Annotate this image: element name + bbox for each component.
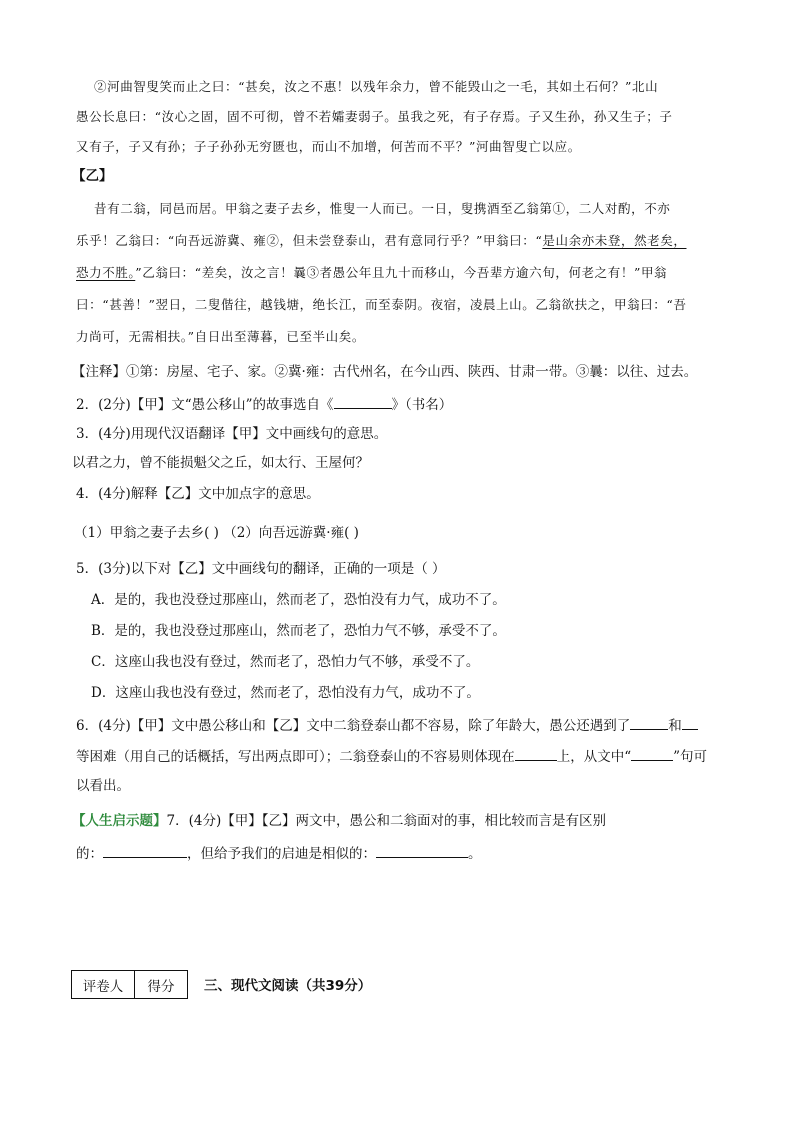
underlined-sentence-part-1: 是山余亦未登，然老矣， xyxy=(542,233,687,248)
question-2-text: 2．(2分)【甲】文“愚公移山”的故事选自《 xyxy=(76,397,334,413)
question-7-line-2 xyxy=(76,843,482,864)
question-6-blank-2[interactable] xyxy=(682,715,698,730)
passage-yi-line-4: 曰：“甚善！”翌日，二叟偕往，越钱塘，绝长江，而至泰阴。夜宿，凌晨上山。乙翁欲扶之，甲翁曰：“吾 xyxy=(76,297,687,312)
score-table xyxy=(71,970,188,999)
question-5: 5．(3分)以下对【乙】文中画线句的翻译，正确的一项是（ ） xyxy=(76,561,446,577)
question-4-items: （1）甲翁之妻子去乡( ) （2）向吾远游冀·雍( ) xyxy=(74,525,359,541)
question-4: 4．(4分)解释【乙】文中加点字的意思。 xyxy=(76,486,320,502)
question-7-text-3: ，但给予我们的启迪是相似的： xyxy=(187,846,376,862)
passage-yi-line-1: 昔有二翁，同邑而居。甲翁之妻子去乡，惟叟一人而已。一日，叟携酒至乙翁第①，二人对酌，不亦 xyxy=(94,201,671,216)
passage-yi-line-5: 力尚可，无需相扶。”自日出至薄暮，已至半山矣。 xyxy=(76,329,365,344)
passage-jia-line-3: 又有子，子又有孙；子子孙孙无穷匮也，而山不加增，何苦而不平？”河曲智叟亡以应。 xyxy=(76,139,581,154)
question-6-text-3: 上，从文中“ xyxy=(556,749,632,765)
question-6-line-2 xyxy=(76,746,707,767)
question-7-text-2: 的： xyxy=(76,846,103,862)
question-5-option-c[interactable]: C．这座山我也没有登过，然而老了，恐怕力气不够，承受不了。 xyxy=(91,654,480,670)
question-3: 3．(4分)用现代汉语翻译【甲】文中画线句的意思。 xyxy=(76,426,388,442)
question-7-line-1 xyxy=(72,811,606,831)
question-2 xyxy=(76,394,452,415)
question-3-sentence: 以君之力，曾不能损魁父之丘，如太行、王屋何？ xyxy=(72,455,369,471)
question-6-text: 6．(4分)【甲】文中愚公移山和【乙】文中二翁登泰山都不容易，除了年龄大，愚公还遇到了 xyxy=(76,718,631,734)
passage-yi-line-2-text: 乐乎！乙翁曰：“向吾远游冀、雍②，但未尝登泰山，君有意同行乎？”甲翁曰：“ xyxy=(76,233,543,248)
question-5-option-a[interactable]: A．是的，我也没登过那座山，然而老了，恐怕没有力气，成功不了。 xyxy=(91,592,506,608)
passage-jia-line-2: 愚公长息曰：“汝心之固，固不可彻，曾不若孀妻弱子。虽我之死，有子存焉。子又生孙，孙又生子；子 xyxy=(76,109,673,124)
passage-jia-line-1: ②河曲智叟笑而止之曰：“甚矣，汝之不惠！以残年余力，曾不能毁山之一毛，其如土石何？”北山 xyxy=(94,79,659,94)
notes: 【注释】①第：房屋、宅子、家。②冀·雍：古代州名，在今山西、陕西、甘肃一带。③曩：以往、过去。 xyxy=(72,364,698,380)
question-6-blank-4[interactable] xyxy=(631,746,673,761)
life-insight-tag: 【人生启示题】 xyxy=(72,813,167,829)
question-5-option-d[interactable]: D．这座山我也没有登过，然而老了，恐怕没有力气，成功不了。 xyxy=(91,685,480,701)
score-cell: 得分 xyxy=(147,978,175,995)
yi-header: 【乙】 xyxy=(72,168,113,184)
question-7-text-4: 。 xyxy=(468,846,482,862)
question-5-option-b[interactable]: B．是的，我也没登过那座山，然而老了，恐怕力气不够，承受不了。 xyxy=(91,623,506,639)
question-6-line-3: 以看出。 xyxy=(76,778,130,794)
question-6-blank-3[interactable] xyxy=(515,746,557,761)
question-6-blank-1[interactable] xyxy=(630,715,668,730)
question-6-and: 和 xyxy=(668,718,682,734)
reviewer-cell: 评卷人 xyxy=(72,971,135,998)
passage-yi-line-3 xyxy=(76,263,667,283)
question-2-blank[interactable] xyxy=(334,394,392,409)
question-6-text-4: ”句可 xyxy=(673,749,708,765)
question-7-blank-1[interactable] xyxy=(103,843,187,858)
question-2-suffix: 》（书名） xyxy=(391,397,453,413)
passage-yi-line-3-text: ”乙翁曰：“差矣，汝之言！曩③者愚公年且九十而移山，今吾辈方逾六旬，何老之有！”甲翁 xyxy=(135,265,668,280)
question-6-text-2: 等困难（用自己的话概括，写出两点即可）；二翁登泰山的不容易则体现在 xyxy=(76,749,515,765)
passage-yi-line-2 xyxy=(76,231,686,251)
question-7-text: 7．(4分)【甲】【乙】两文中，愚公和二翁面对的事，相比较而言是有区别 xyxy=(166,813,606,829)
question-6-line-1 xyxy=(76,715,698,736)
section-title: 三、现代文阅读（共39分） xyxy=(204,978,372,994)
question-7-blank-2[interactable] xyxy=(376,843,468,858)
underlined-sentence-part-2: 恐力不胜。 xyxy=(76,265,136,280)
